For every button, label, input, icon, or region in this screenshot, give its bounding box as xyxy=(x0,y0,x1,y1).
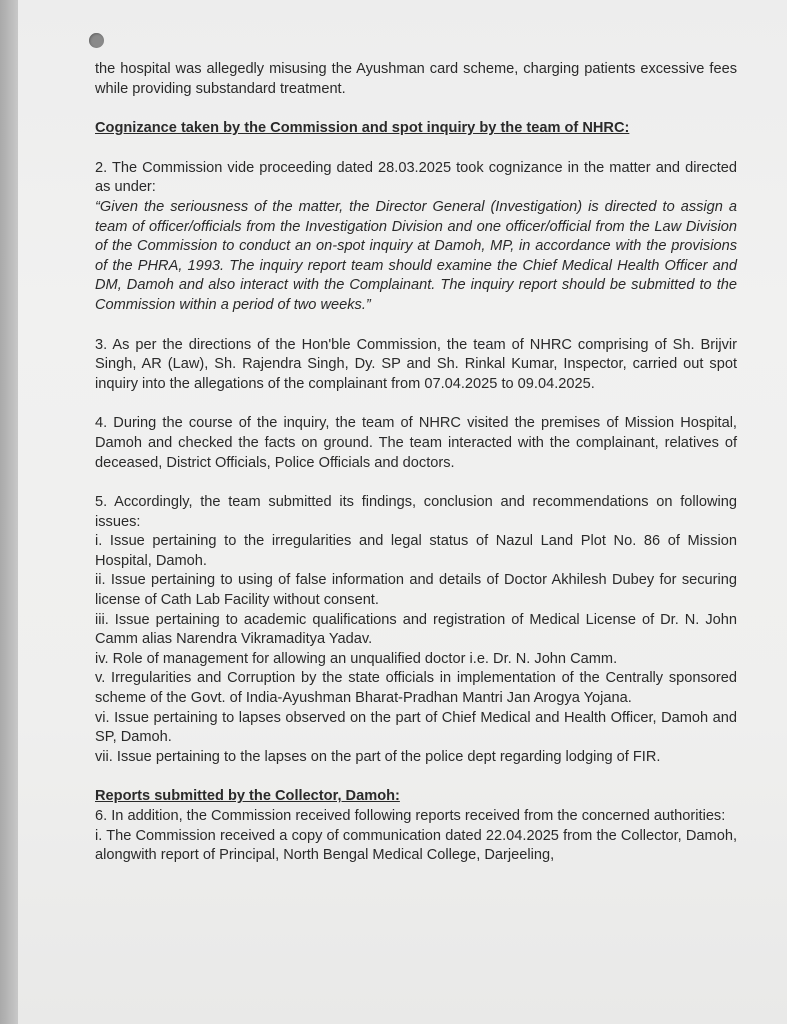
intro-continuation: the hospital was allegedly misusing the Ayushman card scheme, charging patients excessive fees while providing substandard treatment. xyxy=(95,61,737,97)
punch-hole xyxy=(89,33,104,48)
paragraph-2-lead: 2. The Commission vide proceeding dated 28.03.2025 took cognizance in the matter and directed as under: xyxy=(95,159,737,196)
section-heading-cognizance: Cognizance taken by the Commission and spot inquiry by the team of NHRC: xyxy=(95,120,630,137)
issue-item: i. Issue pertaining to the irregularities and legal status of Nazul Land Plot No. 86 of Mission Hospital, Damoh. xyxy=(95,533,737,569)
issue-item: vii. Issue pertaining to the lapses on the part of the police dept regarding lodging of FIR. xyxy=(95,748,661,765)
paragraph-3: 3. As per the directions of the Hon'ble Commission, the team of NHRC comprising of Sh. Brijvir Singh, AR (Law), Sh. Rajendra Singh, Dy. SP and Sh. Rinkal Kumar, Inspector, carried out spot inquiry into the allegations of the complainant from 07.04.2025 to 09.04.2025. xyxy=(95,336,737,392)
issue-item: iii. Issue pertaining to academic qualifications and registration of Medical License of Dr. N. John Camm alias Narendra Vikramaditya Yadav. xyxy=(95,611,737,648)
issue-item: ii. Issue pertaining to using of false information and details of Doctor Akhilesh Dubey for securing license of Cath Lab Facility without consent. xyxy=(95,572,737,609)
paragraph-4: 4. During the course of the inquiry, the team of NHRC visited the premises of Mission Hospital, Damoh and checked the facts on ground. The team interacted with the complainant, relatives of deceased, District Officials, Police Officials and doctors. xyxy=(95,415,737,471)
paragraph-6-lead: 6. In addition, the Commission received following reports received from the concerned authorities: xyxy=(95,808,726,824)
report-item: i. The Commission received a copy of communication dated 22.04.2025 from the Collector, Damoh, alongwith report of Principal, North Bengal Medical College, Darjeeling, xyxy=(95,827,737,864)
issue-item: vi. Issue pertaining to lapses observed on the part of Chief Medical and Health Officer, Damoh and SP, Damoh. xyxy=(95,709,737,746)
paragraph-2-quote: “Given the seriousness of the matter, the Director General (Investigation) is directed to assign a team of officer/officials from the Investigation Division and one officer/official from the Law Division of the Commission to conduct an on-spot inquiry at Damoh, MP, in accordance with the provisions of the PHRA, 1993. The inquiry report team should examine the Chief Medical Health Officer and DM, Damoh and also interact with the Complainant. The inquiry report should be submitted to the Commission within a period of two weeks.” xyxy=(95,198,737,313)
issue-item: v. Irregularities and Corruption by the state officials in implementation of the Centrally sponsored scheme of the Govt. of India-Ayushman Bharat-Pradhan Mantri Jan Arogya Yojana. xyxy=(95,670,737,707)
paragraph-5-lead: 5. Accordingly, the team submitted its findings, conclusion and recommendations on following issues: xyxy=(95,494,737,530)
issue-item: iv. Role of management for allowing an unqualified doctor i.e. Dr. N. John Camm. xyxy=(95,650,618,667)
scanner-edge xyxy=(0,0,18,1024)
section-heading-reports: Reports submitted by the Collector, Damoh: xyxy=(95,788,400,805)
document-body xyxy=(95,60,737,866)
